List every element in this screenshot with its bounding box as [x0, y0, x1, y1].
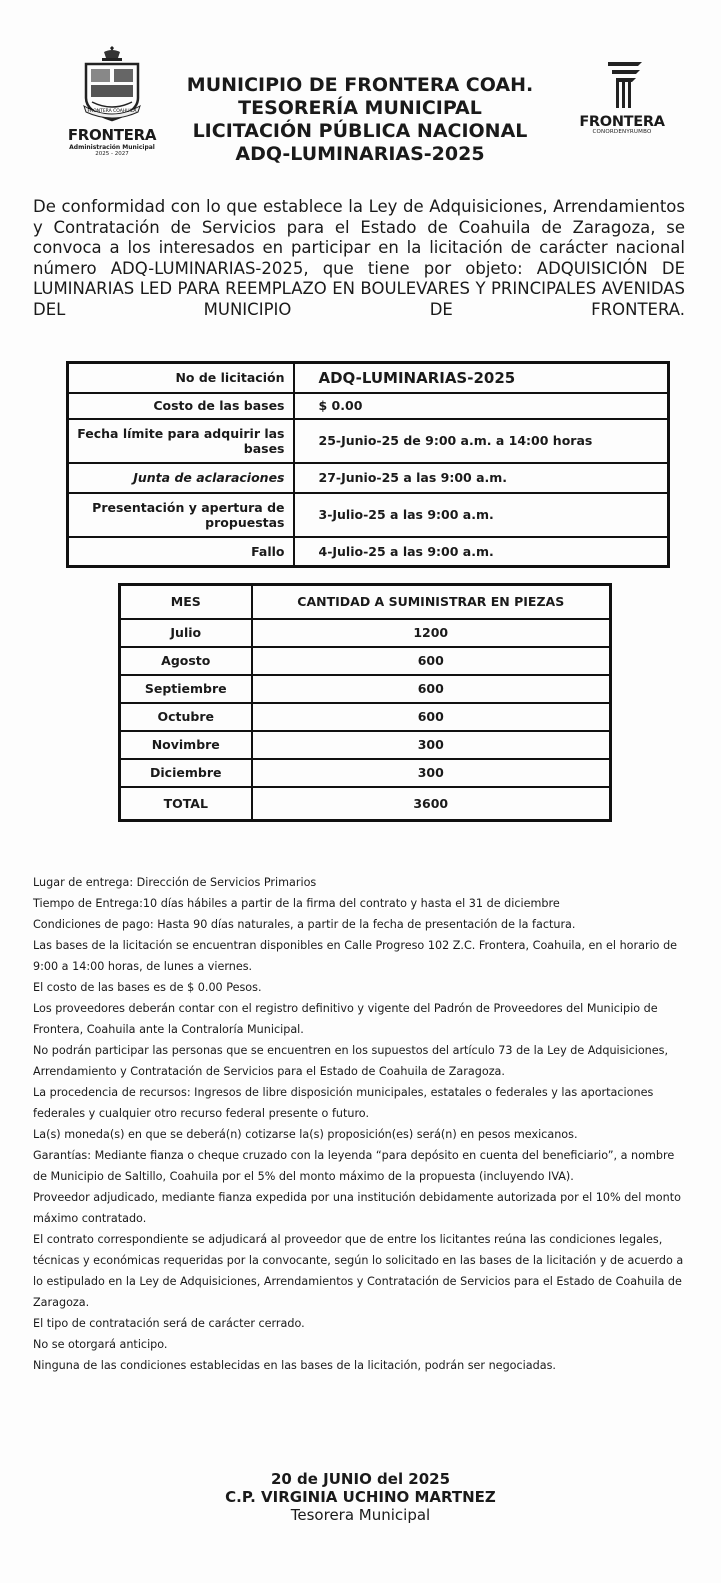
quantity-cell: 600 — [252, 703, 611, 731]
table-row — [68, 419, 669, 463]
title-municipio: MUNICIPIO DE FRONTERA COAH. — [186, 74, 534, 96]
condition-item: Condiciones de pago: Hasta 90 días naturales, a partir de la fecha de presentación de la factura. — [33, 918, 576, 931]
condition-item: Lugar de entrega: Dirección de Servicios Primarios — [33, 876, 317, 889]
quantity-cell: 600 — [252, 675, 611, 703]
month-cell: Agosto — [120, 647, 252, 675]
licitacion-details-table — [66, 361, 670, 568]
condition-item: El costo de las bases es de $ 0.00 Pesos. — [33, 981, 262, 994]
condition-item: Ninguna de las condiciones establecidas en las bases de la licitación, podrán ser negociadas. — [33, 1359, 556, 1372]
left-logo-name: FRONTERA — [67, 126, 157, 144]
municipal-crest-logo — [62, 46, 162, 157]
table-row — [120, 703, 611, 731]
month-cell: Octubre — [120, 703, 252, 731]
condition-item: Las bases de la licitación se encuentran disponibles en Calle Progreso 102 Z.C. Frontera, Coahuila, en el horario de 9:00 a 14:00 horas, de lunes a viernes. — [33, 939, 678, 973]
signature-name: C.P. VIRGINIA UCHINO MARTNEZ — [225, 1488, 496, 1506]
title-tesoreria: TESORERÍA MUNICIPAL — [238, 97, 482, 119]
quantity-cell: 300 — [252, 759, 611, 787]
condition-item: El tipo de contratación será de carácter cerrado. — [33, 1317, 305, 1330]
month-cell: Julio — [120, 619, 252, 647]
signature-date: 20 de JUNIO del 2025 — [270, 1470, 451, 1488]
row-value: 3-Julio-25 a las 9:00 a.m. — [294, 493, 669, 537]
table-row — [68, 493, 669, 537]
intro-paragraph — [33, 197, 685, 320]
row-label: No de licitación — [68, 363, 294, 393]
frontera-brand-logo — [562, 58, 682, 135]
row-value: 27-Junio-25 a las 9:00 a.m. — [294, 463, 669, 493]
condition-item: Los proveedores deberán contar con el registro definitivo y vigente del Padrón de Proveedores del Municipio de Frontera, Coahuila ante la Contraloría Municipal. — [33, 1002, 658, 1036]
quantities-table — [118, 583, 612, 822]
quantity-cell: 600 — [252, 647, 611, 675]
total-value: 3600 — [252, 787, 611, 821]
row-label: Costo de las bases — [68, 393, 294, 419]
table-row — [68, 363, 669, 393]
table-row — [120, 675, 611, 703]
month-cell: Diciembre — [120, 759, 252, 787]
condition-item: Tiempo de Entrega:10 días hábiles a partir de la firma del contrato y hasta el 31 de diciembre — [33, 897, 560, 910]
condition-item: No se otorgará anticipo. — [33, 1338, 168, 1351]
coat-of-arms-icon — [80, 46, 144, 124]
right-logo-tagline: CONORDENYRUMBO — [592, 129, 652, 135]
left-logo-years: 2025 - 2027 — [95, 151, 129, 157]
left-logo-subtitle: Administración Municipal — [69, 144, 155, 151]
table-row — [120, 731, 611, 759]
quantity-cell: 300 — [252, 731, 611, 759]
title-code: ADQ-LUMINARIAS-2025 — [235, 143, 485, 165]
document-titles — [160, 74, 560, 166]
row-label: Presentación y apertura de propuestas — [68, 493, 294, 537]
total-label: TOTAL — [120, 787, 252, 821]
condition-item: La procedencia de recursos: Ingresos de libre disposición municipales, estatales o federales y las aportaciones federales y cualquier otro recurso federal presente o futuro. — [33, 1086, 654, 1120]
row-value: ADQ-LUMINARIAS-2025 — [294, 363, 669, 393]
title-licitacion: LICITACIÓN PÚBLICA NACIONAL — [192, 120, 528, 142]
month-cell: Novimbre — [120, 731, 252, 759]
table-row — [120, 759, 611, 787]
condition-item: La(s) moneda(s) en que se deberá(n) cotizarse la(s) proposición(es) será(n) en pesos mexicanos. — [33, 1128, 578, 1141]
signature-block — [0, 1470, 721, 1524]
condition-item: Proveedor adjudicado, mediante fianza expedida por una institución debidamente autorizada por el 10% del monto máximo contratado. — [33, 1191, 681, 1225]
header — [0, 40, 721, 180]
row-value: 4-Julio-25 a las 9:00 a.m. — [294, 537, 669, 567]
table-row — [120, 619, 611, 647]
quantity-cell: 1200 — [252, 619, 611, 647]
table-header-row — [120, 585, 611, 619]
column-header-mes: MES — [120, 585, 252, 619]
row-label: Junta de aclaraciones — [68, 463, 294, 493]
row-label: Fallo — [68, 537, 294, 567]
condition-item: No podrán participar las personas que se encuentren en los supuestos del artículo 73 de la Ley de Adquisiciones, Arrendamiento y Contratación de Servicios para el Estado de Coahuila de Zaragoza. — [33, 1044, 669, 1078]
condition-item: Garantías: Mediante fianza o cheque cruzado con la leyenda “para depósito en cuenta del beneficiario”, a nombre de Municipio de Saltillo, Coahuila por el 5% del monto máximo de la propuesta (incluyendo IVA). — [33, 1149, 675, 1183]
signature-title: Tesorera Municipal — [290, 1506, 431, 1524]
table-row — [68, 393, 669, 419]
column-header-cantidad: CANTIDAD A SUMINISTRAR EN PIEZAS — [252, 585, 611, 619]
condition-item: El contrato correspondiente se adjudicará al proveedor que de entre los licitantes reúna las condiciones legales, técnicas y económicas requeridas por la convocante, según lo solicitado en las bases de la licitación y de acuerdo a lo estipulado en la Ley de Adquisiciones, Arrendamientos y Contratación de Servicios para el Estado de Coahuila de Zaragoza. — [33, 1233, 684, 1309]
row-value: $ 0.00 — [294, 393, 669, 419]
frontera-mark-icon — [594, 58, 650, 110]
table-row — [120, 647, 611, 675]
intro-text: De conformidad con lo que establece la Ley de Adquisiciones, Arrendamientos y Contratación de Servicios para el Estado de Coahuila de Zaragoza, se convoca a los interesados en participar en la licitación de carácter nacional número ADQ-LUMINARIAS-2025, que tiene por objeto: ADQUISICIÓN DE LUMINARIAS LED PARA REEMPLAZO EN BOULEVARES Y PRINCIPALES AVENIDAS DEL MUNICIPIO DE FRONTERA. — [33, 197, 685, 319]
right-logo-name: FRONTERA — [579, 114, 665, 130]
month-cell: Septiembre — [120, 675, 252, 703]
row-label: Fecha límite para adquirir las bases — [68, 419, 294, 463]
crest-banner-text: FRONTERA COAHUILA — [87, 109, 137, 114]
conditions-list — [33, 872, 689, 1376]
table-total-row — [120, 787, 611, 821]
row-value: 25-Junio-25 de 9:00 a.m. a 14:00 horas — [294, 419, 669, 463]
table-row — [68, 537, 669, 567]
table-row — [68, 463, 669, 493]
